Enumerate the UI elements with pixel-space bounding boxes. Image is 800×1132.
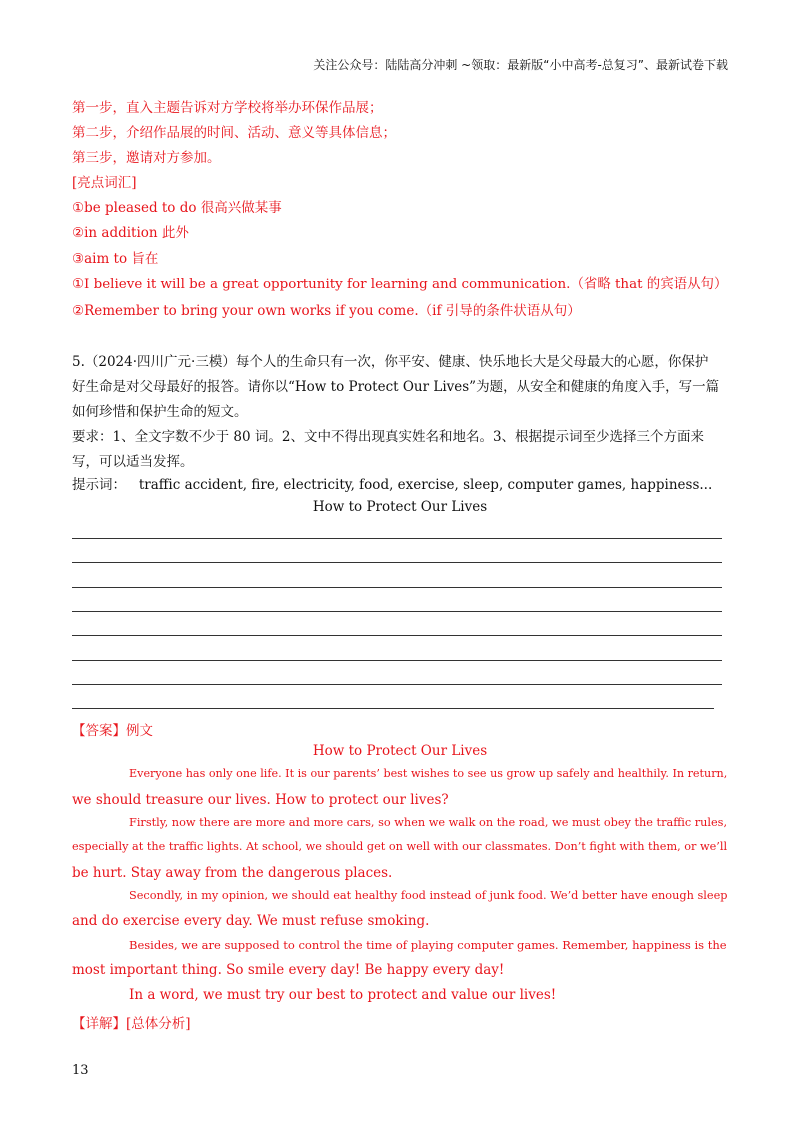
hint-words-label: 提示词： <box>72 477 126 493</box>
writing-line <box>72 587 722 588</box>
answer-line: we should treasure our lives. How to protect our lives? <box>72 792 449 808</box>
vocab-item: ①be pleased to do 很高兴做某事 <box>72 200 282 216</box>
answer-line: Secondly, in my opinion, we should eat healthy food instead of junk food. We’d better have enough sleep <box>129 889 728 902</box>
step-3: 第三步，邀请对方参加。 <box>72 150 221 166</box>
essay-title: How to Protect Our Lives <box>312 499 488 515</box>
answer-line: In a word, we must try our best to protect and value our lives! <box>129 987 557 1003</box>
answer-line: and do exercise every day. We must refuse smoking. <box>72 913 430 929</box>
vocab-item: ②in addition 此外 <box>72 225 189 241</box>
writing-line <box>72 660 722 661</box>
step-1: 第一步，直入主题告诉对方学校将举办环保作品展； <box>72 100 383 116</box>
highlight-sentence: ②Remember to bring your own works if you come.（if 引导的条件状语从句） <box>72 303 581 319</box>
question-text: 如何珍惜和保护生命的短文。 <box>72 404 248 420</box>
answer-title: How to Protect Our Lives <box>312 743 488 759</box>
step-2: 第二步，介绍作品展的时间、活动、意义等具体信息； <box>72 125 396 141</box>
question-text: 5.（2024·四川广元·三模）每个人的生命只有一次，你平安、健康、快乐地长大是父母最大的心愿，你保护 <box>72 354 709 370</box>
highlight-sentence: ①I believe it will be a great opportunity for learning and communication.（省略 that 的宾语从句） <box>72 277 728 292</box>
writing-line <box>72 684 722 685</box>
writing-line <box>72 635 722 636</box>
writing-line <box>72 611 722 612</box>
question-text: 好生命是对父母最好的报答。请你以“How to Protect Our Lives”为题，从安全和健康的角度入手，写一篇 <box>72 379 720 395</box>
writing-line <box>72 708 714 709</box>
answer-line: Besides, we are supposed to control the time of playing computer games. Remember, happiness is the <box>129 938 727 952</box>
answer-line: most important thing. So smile every day! Be happy every day! <box>72 962 505 978</box>
writing-line <box>72 562 722 563</box>
answer-line: Everyone has only one life. It is our parents’ best wishes to see us grow up safely and healthily. In return, <box>129 767 728 780</box>
answer-line: be hurt. Stay away from the dangerous places. <box>72 865 393 881</box>
writing-line <box>72 538 722 539</box>
answer-label: 【答案】例文 <box>72 723 153 739</box>
hint-words <box>72 473 712 493</box>
answer-line: Firstly, now there are more and more cars, so when we walk on the road, we must obey the traffic rules, <box>129 816 728 829</box>
highlight-heading: [亮点词汇] <box>72 175 137 191</box>
question-requirements: 要求：1、全文字数不少于 80 词。2、文中不得出现真实姓名和地名。3、根据提示词至少选择三个方面来 <box>72 429 705 445</box>
vocab-item: ③aim to 旨在 <box>72 251 159 267</box>
detail-label: 【详解】[总体分析] <box>72 1016 191 1032</box>
hint-words-list: traffic accident, fire, electricity, food, exercise, sleep, computer games, happiness... <box>138 477 713 493</box>
page-number: 13 <box>72 1063 89 1078</box>
question-requirements: 写，可以适当发挥。 <box>72 454 194 470</box>
page-header: 关注公众号：陆陆高分冲刺 ~领取：最新版“小中高考-总复习”、最新试卷下载 <box>313 58 728 72</box>
answer-line: especially at the traffic lights. At school, we should get on well with our classmates. Don’t fight with them, or we’ll <box>72 840 728 853</box>
